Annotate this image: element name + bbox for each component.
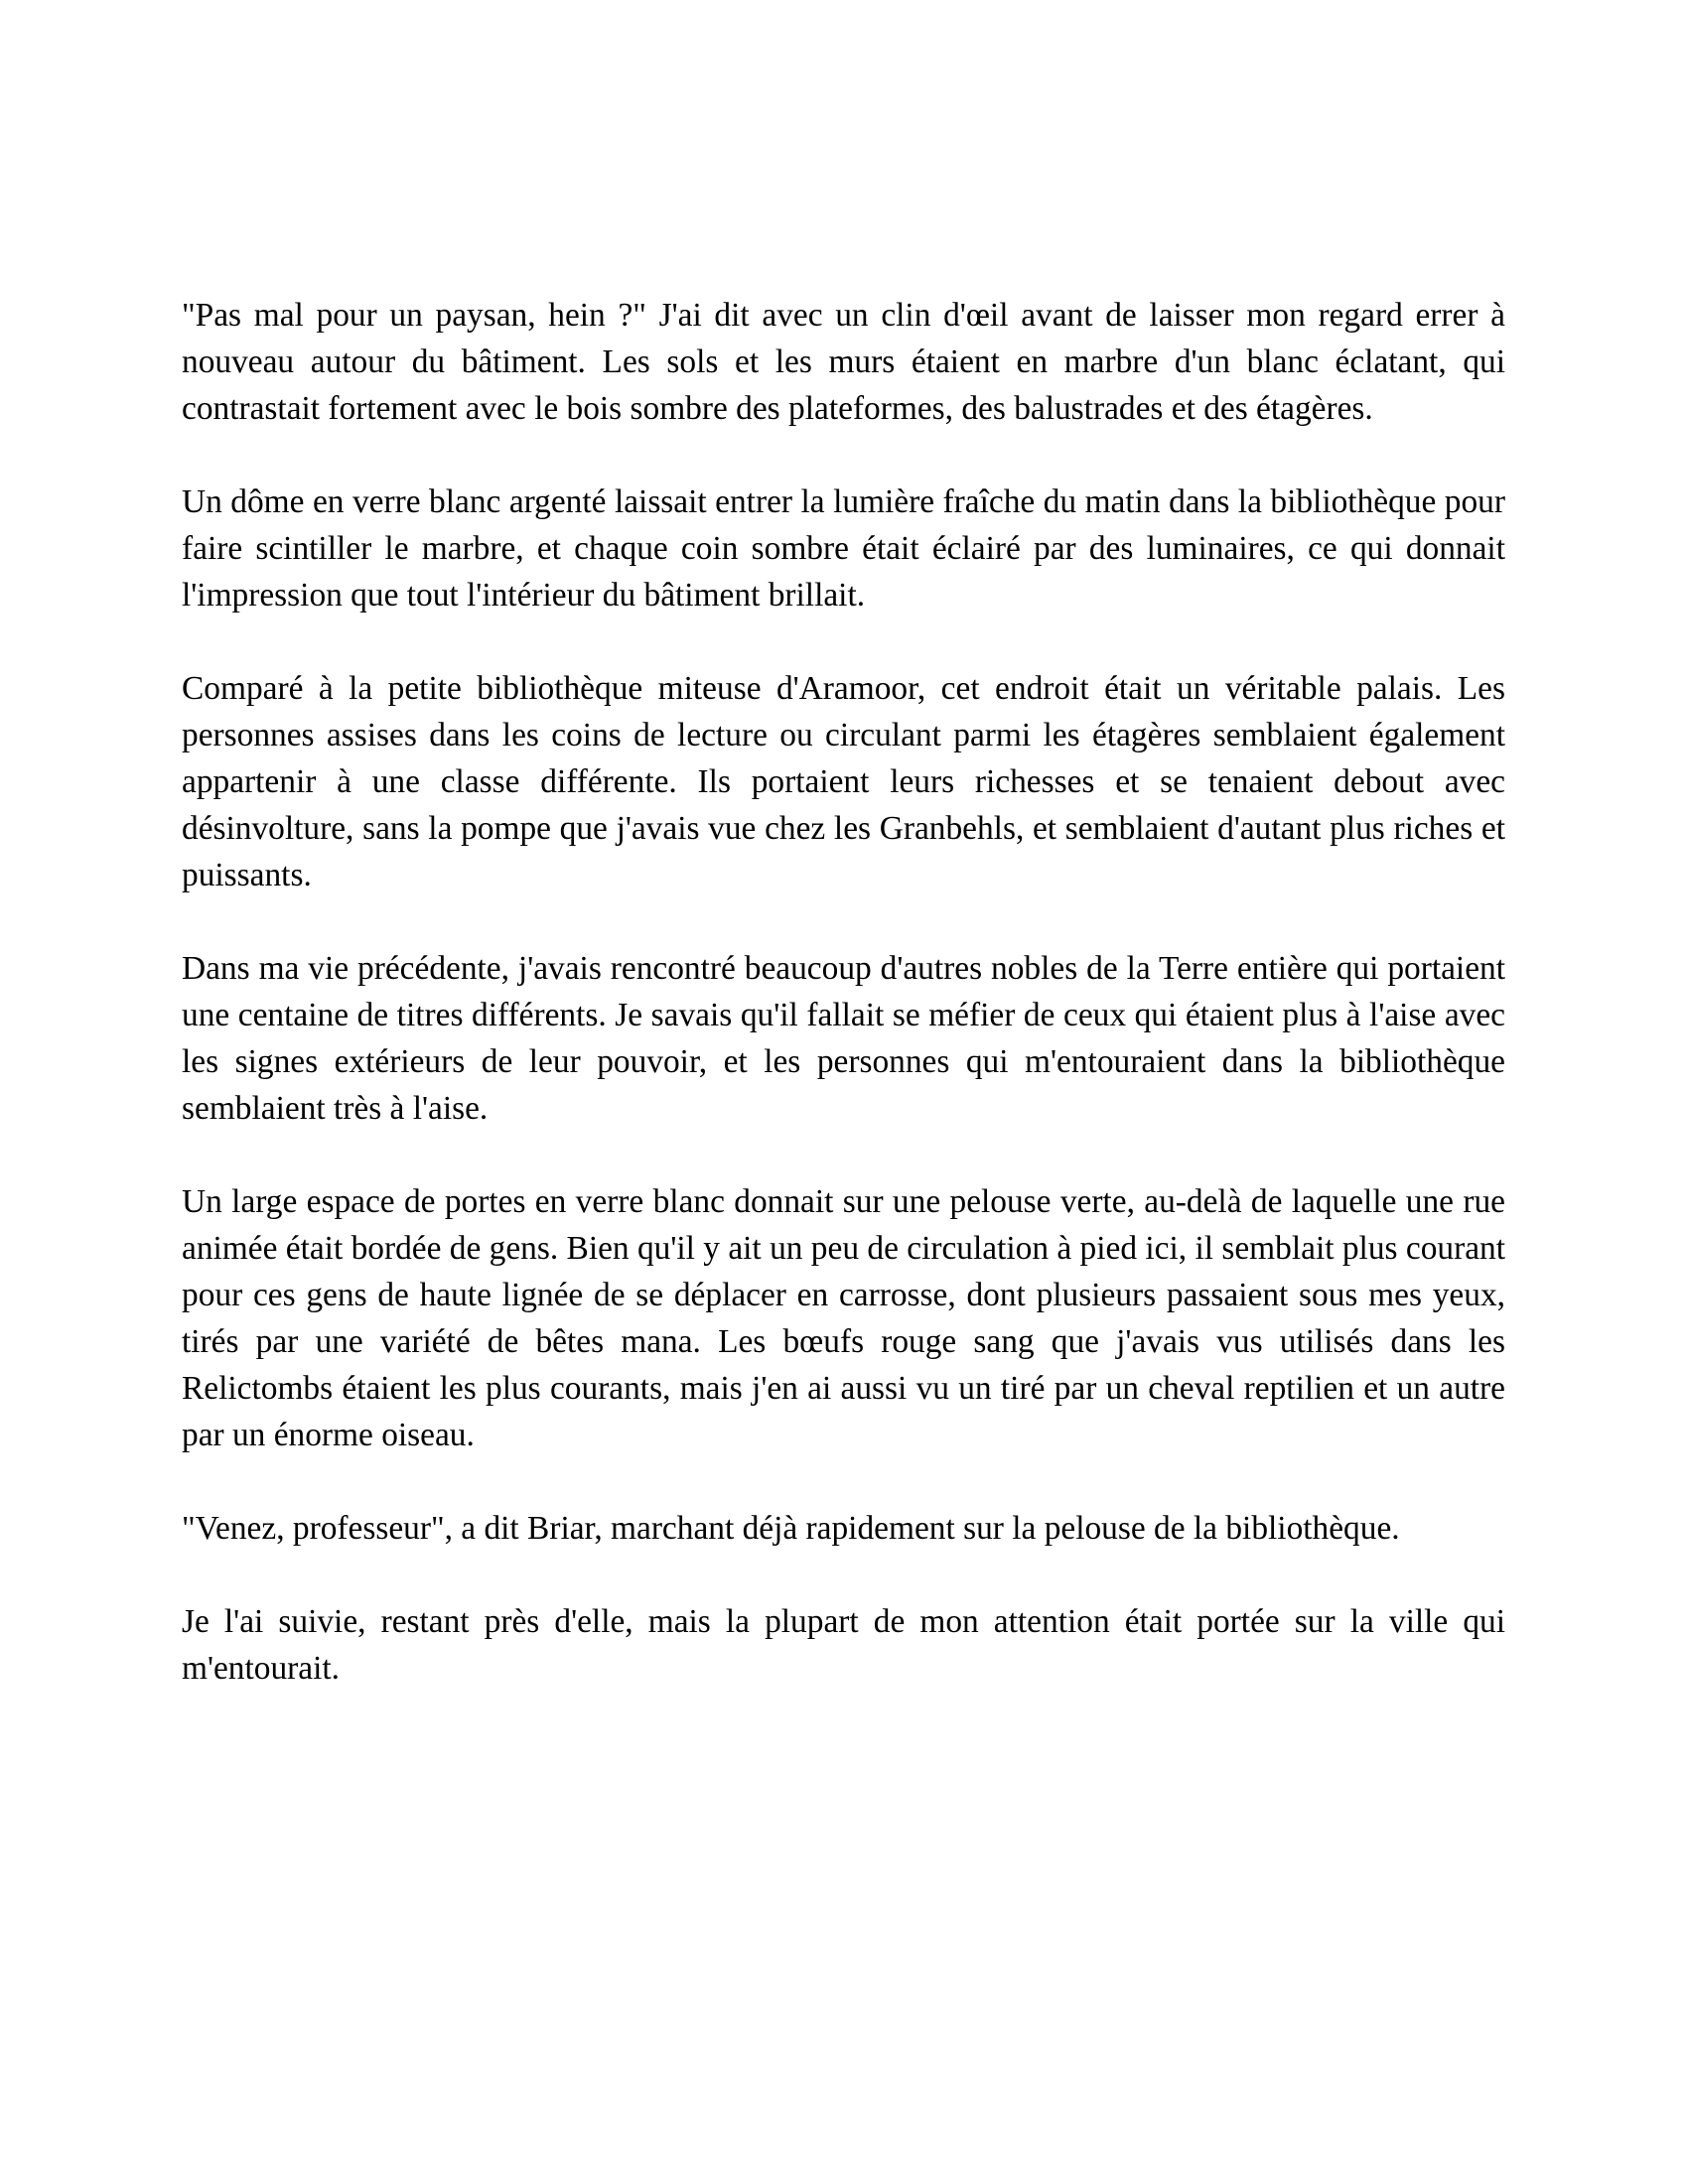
paragraph-5: Un large espace de portes en verre blanc donnait sur une pelouse verte, au-delà de laquelle une rue animée était bordée de gens. Bien qu'il y ait un peu de circulation à pied ici, il semblait plus courant pour ces gens de haute lignée de se déplacer en carrosse, dont plusieurs passaient sous mes yeux, tirés par une variété de bêtes mana. Les bœufs rouge sang que j'avais vus utilisés dans les Relictombs étaient les plus courants, mais j'en ai aussi vu un tiré par un cheval reptilien et un autre par un énorme oiseau. <box>182 1183 1505 1453</box>
paragraph-3: Comparé à la petite bibliothèque miteuse d'Aramoor, cet endroit était un véritable palais. Les personnes assises dans les coins de lecture ou circulant parmi les étagères semblaient également appartenir à une classe différente. Ils portaient leurs richesses et se tenaient debout avec désinvolture, sans la pompe que j'avais vue chez les Granbehls, et semblaient d'autant plus riches et puissants. <box>182 670 1505 893</box>
paragraph-7: Je l'ai suivie, restant près d'elle, mais la plupart de mon attention était portée sur la ville qui m'entourait. <box>182 1603 1505 1687</box>
document-page <box>182 292 1505 1692</box>
paragraph-4: Dans ma vie précédente, j'avais rencontré beaucoup d'autres nobles de la Terre entière qui portaient une centaine de titres différents. Je savais qu'il fallait se méfier de ceux qui étaient plus à l'aise avec les signes extérieurs de leur pouvoir, et les personnes qui m'entouraient dans la bibliothèque semblaient très à l'aise. <box>182 950 1505 1127</box>
paragraph-2: Un dôme en verre blanc argenté laissait entrer la lumière fraîche du matin dans la bibliothèque pour faire scintiller le marbre, et chaque coin sombre était éclairé par des luminaires, ce qui donnait l'impression que tout l'intérieur du bâtiment brillait. <box>182 483 1505 614</box>
paragraph-1: "Pas mal pour un paysan, hein ?" J'ai dit avec un clin d'œil avant de laisser mon regard errer à nouveau autour du bâtiment. Les sols et les murs étaient en marbre d'un blanc éclatant, qui contrastait fortement avec le bois sombre des plateformes, des balustrades et des étagères. <box>182 297 1505 427</box>
paragraph-6: "Venez, professeur", a dit Briar, marchant déjà rapidement sur la pelouse de la bibliothèque. <box>182 1510 1400 1547</box>
